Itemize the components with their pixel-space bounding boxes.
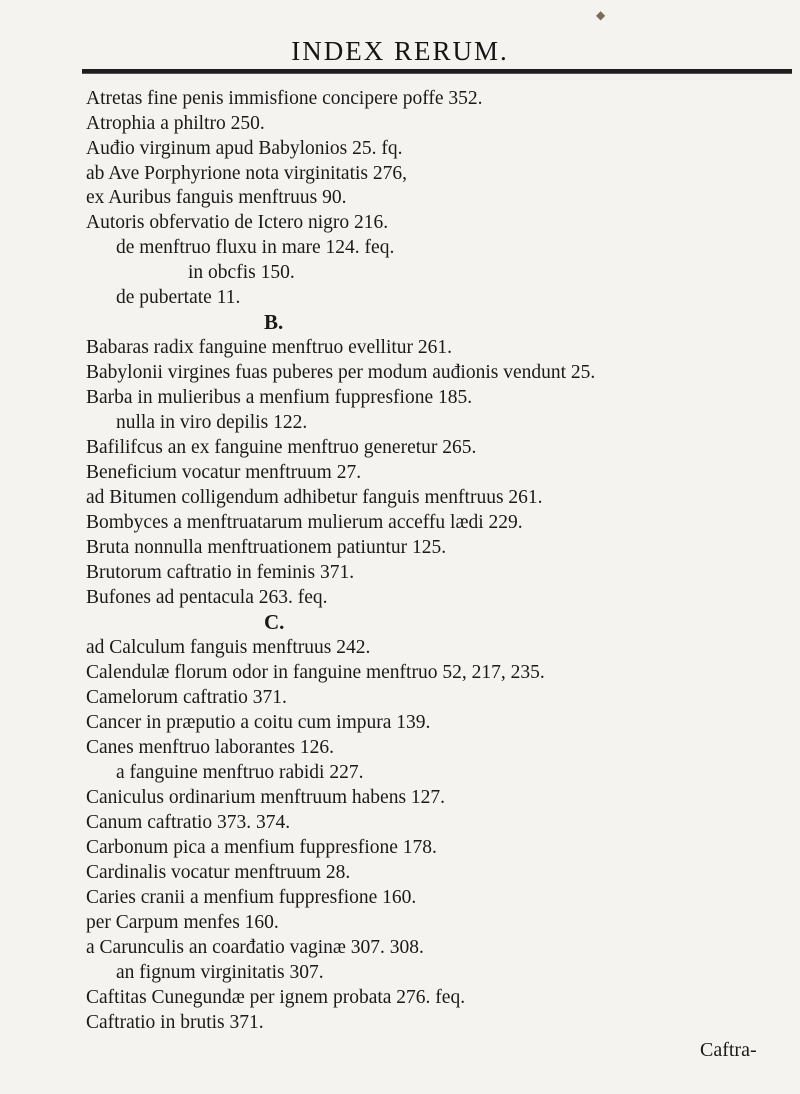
index-entry: an fignum virginitatis 307.: [116, 962, 324, 983]
index-entry: Atretas fine penis immisfione concipere poffe 352.: [86, 88, 483, 109]
section-letter-b: B.: [264, 310, 284, 334]
index-entry: a fanguine menftruo rabidi 227.: [116, 762, 364, 783]
index-entry: Bafilifcus an ex fanguine menftruo generetur 265.: [86, 437, 477, 458]
index-entry: Bufones ad pentacula 263. feq.: [86, 587, 328, 608]
index-entry: Canum caftratio 373. 374.: [86, 812, 291, 833]
index-entry: ad Bitumen colligendum adhibetur fanguis menftruus 261.: [86, 487, 543, 508]
catchword: Caftra-: [700, 1039, 757, 1061]
index-entry: Brutorum caftratio in feminis 371.: [86, 562, 355, 583]
section-letter-c: C.: [264, 610, 285, 634]
index-entry: Bombyces a menftruatarum mulierum acceffu lædi 229.: [86, 512, 523, 533]
index-entry: Autoris obfervatio de Ictero nigro 216.: [86, 212, 389, 233]
header-rule: [82, 69, 792, 74]
index-entry: in obcfis 150.: [188, 262, 295, 283]
index-entry: Barba in mulieribus a menfium fuppresfione 185.: [86, 387, 473, 408]
index-entry: Atrophia a philtro 250.: [86, 113, 265, 134]
index-entry: Babaras radix fanguine menftruo evellitur 261.: [86, 337, 453, 358]
index-entry: de pubertate 11.: [116, 287, 241, 308]
page-header: INDEX RERUM.: [291, 36, 509, 66]
index-entry: Calendulæ florum odor in fanguine menftruo 52, 217, 235.: [86, 662, 545, 683]
index-entry: Caftitas Cunegundæ per ignem probata 276. feq.: [86, 987, 466, 1008]
index-entry: de menftruo fluxu in mare 124. feq.: [116, 237, 395, 258]
index-entry: per Carpum menfes 160.: [86, 912, 279, 933]
index-entry: Auđio virginum apud Babylonios 25. fq.: [86, 138, 403, 159]
index-entry: Babylonii virgines fuas puberes per modum auđionis vendunt 25.: [86, 362, 596, 383]
index-entry: Cancer in præputio a coitu cum impura 139.: [86, 712, 431, 733]
index-entry: Cardinalis vocatur menftruum 28.: [86, 862, 351, 883]
index-entry: Camelorum caftratio 371.: [86, 687, 287, 708]
index-entry: Caftratio in brutis 371.: [86, 1012, 264, 1033]
index-entry: ab Ave Porphyrione nota virginitatis 276,: [86, 163, 407, 184]
index-entry: Carbonum pica a menfium fuppresfione 178.: [86, 837, 437, 858]
index-entry: Bruta nonnulla menftruationem patiuntur 125.: [86, 537, 447, 558]
printer-ornament-icon: ◆: [596, 8, 606, 22]
index-entry: Caries cranii a menfium fuppresfione 160.: [86, 887, 417, 908]
index-entry: nulla in viro depilis 122.: [116, 412, 308, 433]
index-entry: Caniculus ordinarium menftruum habens 127.: [86, 787, 446, 808]
index-entry: Beneficium vocatur menftruum 27.: [86, 462, 362, 483]
index-entry: ad Calculum fanguis menftruus 242.: [86, 637, 371, 658]
index-entry: Canes menftruo laborantes 126.: [86, 737, 335, 758]
index-entry: a Carunculis an coarđatio vaginæ 307. 308.: [86, 937, 424, 958]
index-entry: ex Auribus fanguis menftruus 90.: [86, 187, 347, 208]
